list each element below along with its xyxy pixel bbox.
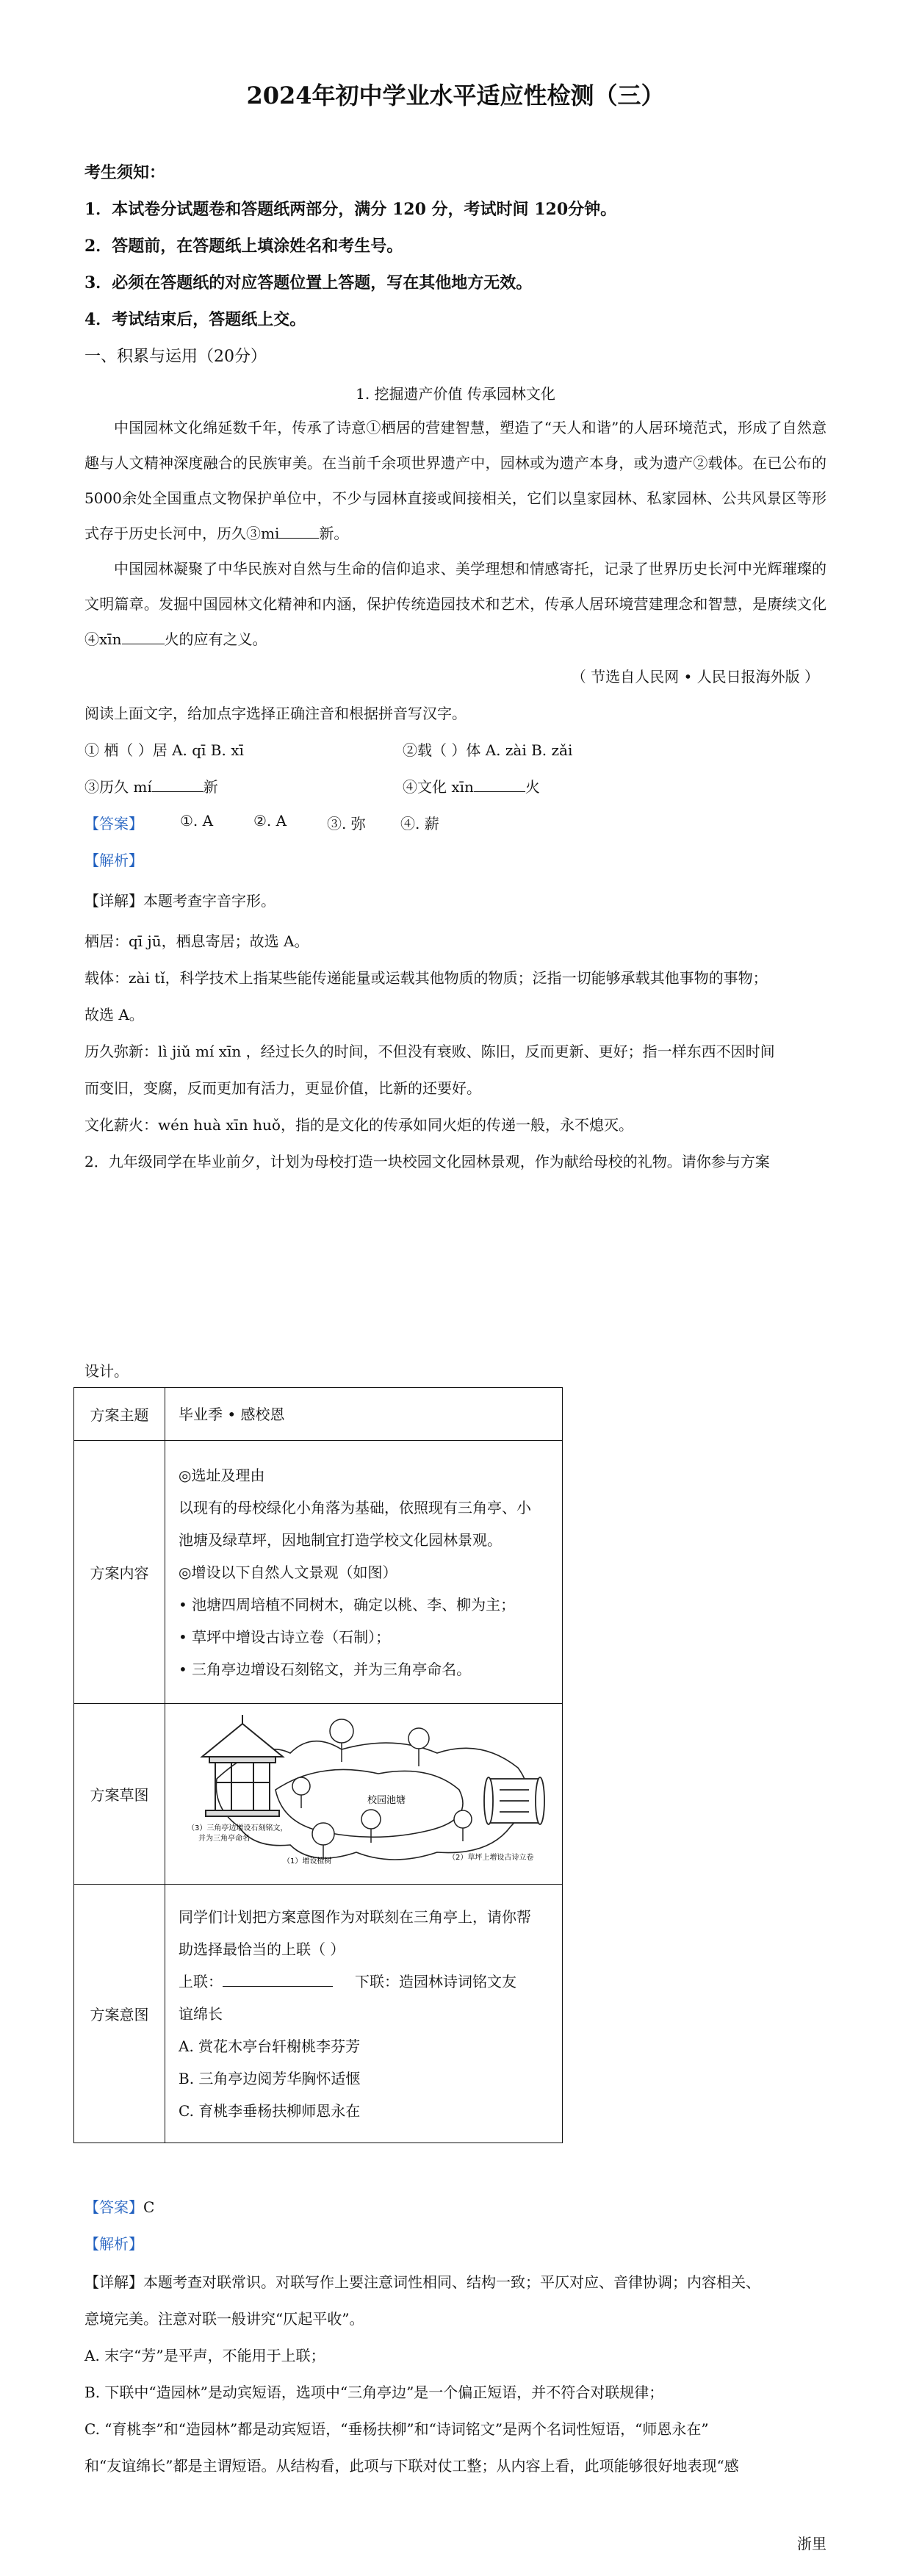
plan-intent-line: 助选择最恰当的上联（ ）	[179, 1940, 345, 1958]
q2-analysis-line: B. 下联中“造园林”是动宾短语，选项中“三角亭边”是一个偏正短语，并不符合对联规律；	[84, 2383, 664, 2401]
article-title: 1. 挖掘遗产价值 传承园林文化	[356, 385, 555, 403]
pavilion-icon	[202, 1715, 283, 1816]
q1-answer-label: 【答案】	[84, 815, 143, 832]
article-body	[84, 410, 827, 657]
q1-analysis-line: 文化薪火：wén huà xīn huǒ，指的是文化的传承如同火炬的传递一般，永不熄灭。	[84, 1116, 633, 1134]
sketch-caption-3a: （3）三角亭边增设石刻铭文，	[187, 1824, 288, 1832]
table-row	[74, 1704, 563, 1885]
plan-option-c: C. 育桃李垂杨扶柳师恩永在	[179, 2101, 361, 2120]
notice-item-3: 3．必须在答题纸的对应答题位置上答题，写在其他地方无效。	[84, 273, 533, 292]
section-title: 一、积累与运用（20分）	[84, 348, 267, 366]
notice-item-1: 1．本试卷分试题卷和答题纸两部分，满分 120 分，考试时间 120分钟。	[84, 200, 617, 219]
plan-content-line: • 三角亭边增设石刻铭文，并为三角亭命名。	[179, 1660, 472, 1678]
q1-analysis-line: 而变旧，变腐，反而更加有活力，更显价值，比新的还要好。	[84, 1079, 481, 1097]
article-paragraph-1: 中国园林文化绵延数千年，传承了诗意①栖居的营建智慧，塑造了“天人和谐”的人居环境范式，形成了自然意趣与人文精神深度融合的民族审美。在当前千余项世界遗产中，园林或为遗产本身，或为遗产②载体。在已公布的5000余处全国重点文物保护单位中，不少与园林直接或间接相关，它们以皇家园林、私家园林、公共风景区等形式存于历史长河中，历久③mi 新。	[84, 419, 827, 542]
plan-content-line: • 池塘四周培植不同树木，确定以桃、李、柳为主；	[179, 1595, 516, 1613]
q1-instruction: 阅读上面文字，给加点字选择正确注音和根据拼音写汉字。	[84, 705, 467, 722]
notice-item-2: 2．答题前，在答题纸上填涂姓名和考生号。	[84, 237, 403, 256]
q1-answer-1: ①. A	[180, 812, 214, 830]
plan-intent-couplet: 上联： 下联：造园林诗词铭文友	[179, 1972, 516, 1990]
plan-content-line: ◎选址及理由	[179, 1466, 265, 1484]
plan-content-label: 方案内容	[74, 1441, 165, 1704]
table-row	[74, 1388, 563, 1441]
footer-mark: 浙里	[797, 2535, 827, 2552]
q2-analysis-line: C. “育桃李”和“造园林”都是动宾短语，“垂杨扶柳”和“诗词铭文”是两个名词性短语，“师恩永在”	[84, 2420, 709, 2438]
q2-analysis-line: A. 末字“芳”是平声，不能用于上联；	[84, 2347, 325, 2364]
q1-answer-3: ③. 弥	[327, 815, 366, 832]
plan-content-line: 池塘及绿草坪，因地制宜打造学校文化园林景观。	[179, 1530, 502, 1549]
q2-analysis-line: 意境完美。注意对联一般讲究“仄起平收”。	[84, 2310, 364, 2328]
q2-analysis-label: 【解析】	[84, 2235, 143, 2253]
sketch-caption-3b: 并为三角亭命名	[198, 1834, 250, 1843]
q1-analysis-line: 故选 A。	[84, 1006, 144, 1023]
notice-item-4: 4．考试结束后，答题纸上交。	[84, 310, 306, 329]
q1-analysis-line: 载体：zài tǐ，科学技术上指某些能传递能量或运载其他物质的物质；泛指一切能够承载其他事物的事物；	[84, 969, 768, 987]
q1-answer-4: ④. 薪	[400, 815, 439, 832]
plan-content-line: • 草坪中增设古诗立卷（石制）；	[179, 1627, 391, 1646]
plan-option-a: A. 赏花木亭台轩榭桃李芬芳	[179, 2037, 361, 2055]
sketch-pond-label: 校园池塘	[367, 1794, 406, 1806]
plan-theme-label: 方案主题	[74, 1388, 165, 1441]
article-paragraph-2: 中国园林凝聚了中华民族对自然与生命的信仰追求、美学理想和情感寄托，记录了世界历史长河中光辉璀璨的文明篇章。发掘中国园林文化精神和内涵，保护传统造园技术和艺术，传承人居环境营建理念和智慧，是赓续文化④xīn 火的应有之义。	[84, 560, 827, 648]
q1-answer-2: ②. A	[253, 812, 287, 830]
table-row	[74, 1441, 563, 1704]
plan-theme-value: 毕业季 • 感校恩	[165, 1388, 563, 1441]
plan-content-line: ◎增设以下自然人文景观（如图）	[179, 1563, 397, 1581]
q2-stem: 2．九年级同学在毕业前夕，计划为母校打造一块校园文化园林景观，作为献给母校的礼物。请你参与方案	[84, 1153, 770, 1170]
q2-analysis-line: 和“友谊绵长”都是主谓短语。从结构看，此项与下联对仗工整；从内容上看，此项能够很好地表现“感	[84, 2457, 739, 2475]
scroll-icon	[484, 1777, 544, 1824]
q1-detail: 【详解】本题考查字音字形。	[84, 892, 276, 910]
q1-analysis-line: 历久弥新：lì jiǔ mí xīn ，经过长久的时间，不但没有衰败、陈旧，反而更新、更好；指一样东西不因时间	[84, 1043, 775, 1060]
plan-intent-cell	[165, 1885, 563, 2143]
tree-icon	[292, 1719, 472, 1860]
plan-content-line: 以现有的母校绿化小角落为基础，依照现有三角亭、小	[179, 1498, 531, 1517]
q2-answer: 【答案】C	[84, 2198, 155, 2216]
sketch-drawing	[173, 1709, 555, 1879]
plan-content-cell	[165, 1441, 563, 1704]
notice-heading: 考生须知：	[84, 163, 166, 182]
table-row	[74, 1885, 563, 2143]
page-title: 2024年初中学业水平适应性检测（三）	[246, 82, 665, 109]
q1-analysis-label: 【解析】	[84, 852, 143, 869]
sketch-caption-1: （1）增设植树	[283, 1857, 332, 1866]
plan-sketch-label: 方案草图	[74, 1704, 165, 1885]
plan-table	[73, 1387, 563, 2143]
q1-option-2: ②载（ ）体 A. zài B. zǎi	[403, 741, 573, 759]
plan-intent-line: 同学们计划把方案意图作为对联刻在三角亭上，请你帮	[179, 1907, 531, 1926]
article-source: （ 节选自人民网 • 人民日报海外版 ）	[571, 668, 819, 686]
q2-detail: 【详解】本题考查对联常识。对联写作上要注意词性相同、结构一致；平仄对应、音律协调；内容相关、	[84, 2273, 760, 2291]
q1-option-3: ③历久 mí 新	[84, 778, 218, 796]
plan-sketch-cell	[165, 1704, 563, 1885]
plan-intent-line: 谊绵长	[179, 2004, 223, 2023]
sketch-caption-2: （2）草坪上增设古诗立卷	[448, 1853, 534, 1862]
q2-stem-end: 设计。	[84, 1362, 129, 1380]
q1-option-4: ④文化 xīn 火	[403, 778, 540, 796]
plan-option-b: B. 三角亭边阅芳华胸怀适惬	[179, 2069, 361, 2087]
q1-option-1: ① 栖（ ）居 A. qī B. xī	[84, 741, 244, 759]
q1-analysis-line: 栖居：qī jū，栖息寄居；故选 A。	[84, 932, 309, 950]
plan-intent-label: 方案意图	[74, 1885, 165, 2143]
